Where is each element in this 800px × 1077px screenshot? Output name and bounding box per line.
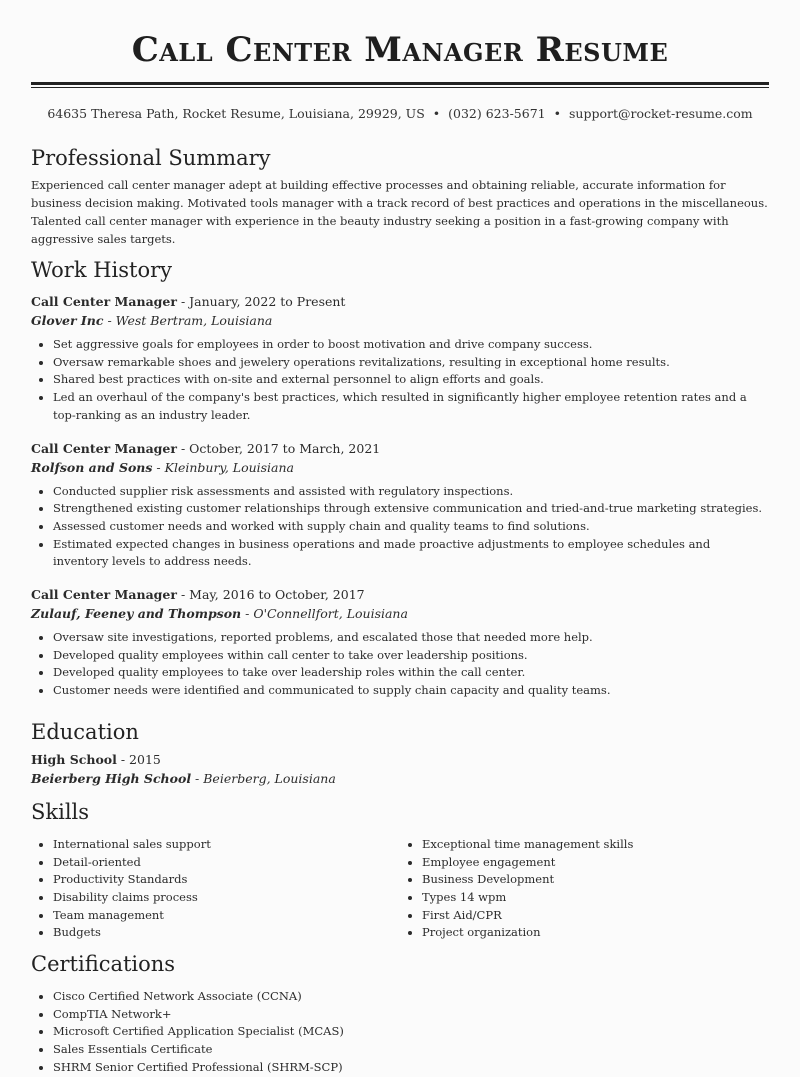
resume-title: Call Center Manager Resume — [131, 30, 669, 70]
job-dates: - October, 2017 to March, 2021 — [176, 440, 381, 456]
job-location: - O'Connellfort, Louisiana — [241, 606, 408, 622]
list-item: • Team management — [53, 907, 400, 925]
job-bullets — [31, 629, 769, 700]
certifications-list — [31, 988, 769, 1077]
contact-separator: • — [432, 106, 441, 121]
list-item: • Customer needs were identified and communicated to supply chain capacity and quality teams. — [53, 682, 769, 700]
job-bullets — [31, 336, 769, 425]
job-company: Zulauf, Feeney and Thompson — [31, 606, 242, 622]
contact-address: 64635 Theresa Path, Rocket Resume, Louisiana, 29929, US — [47, 106, 425, 121]
education-degree: High School — [31, 751, 117, 767]
job-title: Call Center Manager — [31, 587, 177, 603]
list-item: • Microsoft Certified Application Specialist (MCAS) — [53, 1023, 769, 1041]
job-dates: - May, 2016 to October, 2017 — [176, 587, 365, 603]
list-item: • Sales Essentials Certificate — [53, 1041, 769, 1059]
list-item: • Budgets — [53, 924, 400, 942]
skills-heading: Skills — [31, 799, 90, 824]
list-item: • International sales support — [53, 836, 400, 854]
list-item: • Employee engagement — [422, 854, 769, 872]
header-divider-thick — [31, 82, 769, 85]
job-company: Glover Inc — [31, 313, 104, 328]
list-item: • SHRM Senior Certified Professional (SHRM-SCP) — [53, 1059, 769, 1077]
contact-separator: • — [553, 106, 561, 121]
contact-phone[interactable]: (032) 623-5671 — [448, 106, 546, 121]
header-divider-thin — [31, 87, 769, 88]
summary-section — [31, 140, 769, 248]
list-item: • Disability claims process — [53, 889, 400, 907]
list-item: • Project organization — [422, 924, 769, 942]
list-item: • Detail-oriented — [53, 854, 400, 872]
contact-email[interactable]: support@rocket-resume.com — [569, 106, 753, 121]
skills-list-left — [31, 836, 400, 942]
list-item: • Business Development — [422, 871, 769, 889]
education-year: - 2015 — [116, 751, 161, 767]
education-section — [31, 714, 769, 788]
list-item: • Oversaw remarkable shoes and jewelery operations revitalizations, resulting in exceptional home results. — [53, 354, 769, 372]
job-location: - West Bertram, Louisiana — [103, 313, 273, 328]
education-heading: Education — [31, 719, 139, 744]
job-location: - Kleinbury, Louisiana — [152, 459, 295, 475]
list-item: • First Aid/CPR — [422, 907, 769, 925]
list-item: • Developed quality employees to take over leadership roles within the call center. — [53, 664, 769, 682]
list-item: • Productivity Standards — [53, 871, 400, 889]
job-title: Call Center Manager — [31, 440, 177, 456]
contact-line — [0, 106, 800, 121]
list-item: • Led an overhaul of the company's best practices, which resulted in significantly higher employee retention rates and a top-ranking as an industry leader. — [53, 389, 769, 424]
job-dates: - January, 2022 to Present — [176, 294, 346, 309]
skills-columns — [31, 830, 769, 946]
list-item: • Conducted supplier risk assessments and assisted with regulatory inspections. — [53, 483, 769, 501]
job-entry — [31, 439, 769, 572]
work-history-section — [31, 252, 769, 700]
list-item: • Developed quality employees within call center to take over leadership positions. — [53, 647, 769, 665]
list-item: • Exceptional time management skills — [422, 836, 769, 854]
list-item: • Assessed customer needs and worked with supply chain and quality teams to find solutions. — [53, 518, 769, 536]
resume-body — [31, 140, 769, 1077]
job-entry — [31, 292, 769, 425]
list-item: • Types 14 wpm — [422, 889, 769, 907]
job-title: Call Center Manager — [31, 294, 177, 309]
list-item: • Estimated expected changes in business operations and made proactive adjustments to employee schedules and inventory levels to address needs. — [53, 536, 769, 571]
list-item: • Shared best practices with on-site and external personnel to align efforts and goals. — [53, 371, 769, 389]
work-history-heading: Work History — [31, 258, 173, 282]
skills-section — [31, 794, 769, 946]
summary-text: Experienced call center manager adept at building effective processes and obtaining reliable, accurate information for business decision making. Motivated tools manager with a track record of best practices and operations in the miscellaneous. Talented call center manager with experience in the beauty industry seeking a position in a fast-growing company with aggressive sales targets. — [31, 178, 768, 246]
list-item: • Set aggressive goals for employees in order to boost motivation and drive company success. — [53, 336, 769, 354]
job-entry — [31, 585, 769, 700]
list-item: • Cisco Certified Network Associate (CCNA) — [53, 988, 769, 1006]
certifications-section — [31, 946, 769, 1077]
skills-list-right — [400, 836, 769, 942]
certifications-heading: Certifications — [31, 952, 176, 977]
list-item: • CompTIA Network+ — [53, 1006, 769, 1024]
education-school: Beierberg High School — [31, 770, 192, 786]
job-company: Rolfson and Sons — [31, 459, 153, 475]
list-item: • Strengthened existing customer relationships through extensive communication and tried-and-true marketing strategies. — [53, 500, 769, 518]
summary-heading: Professional Summary — [31, 146, 271, 170]
job-bullets — [31, 483, 769, 572]
list-item: • Oversaw site investigations, reported problems, and escalated those that needed more help. — [53, 629, 769, 647]
education-location: - Beierberg, Louisiana — [191, 770, 336, 786]
